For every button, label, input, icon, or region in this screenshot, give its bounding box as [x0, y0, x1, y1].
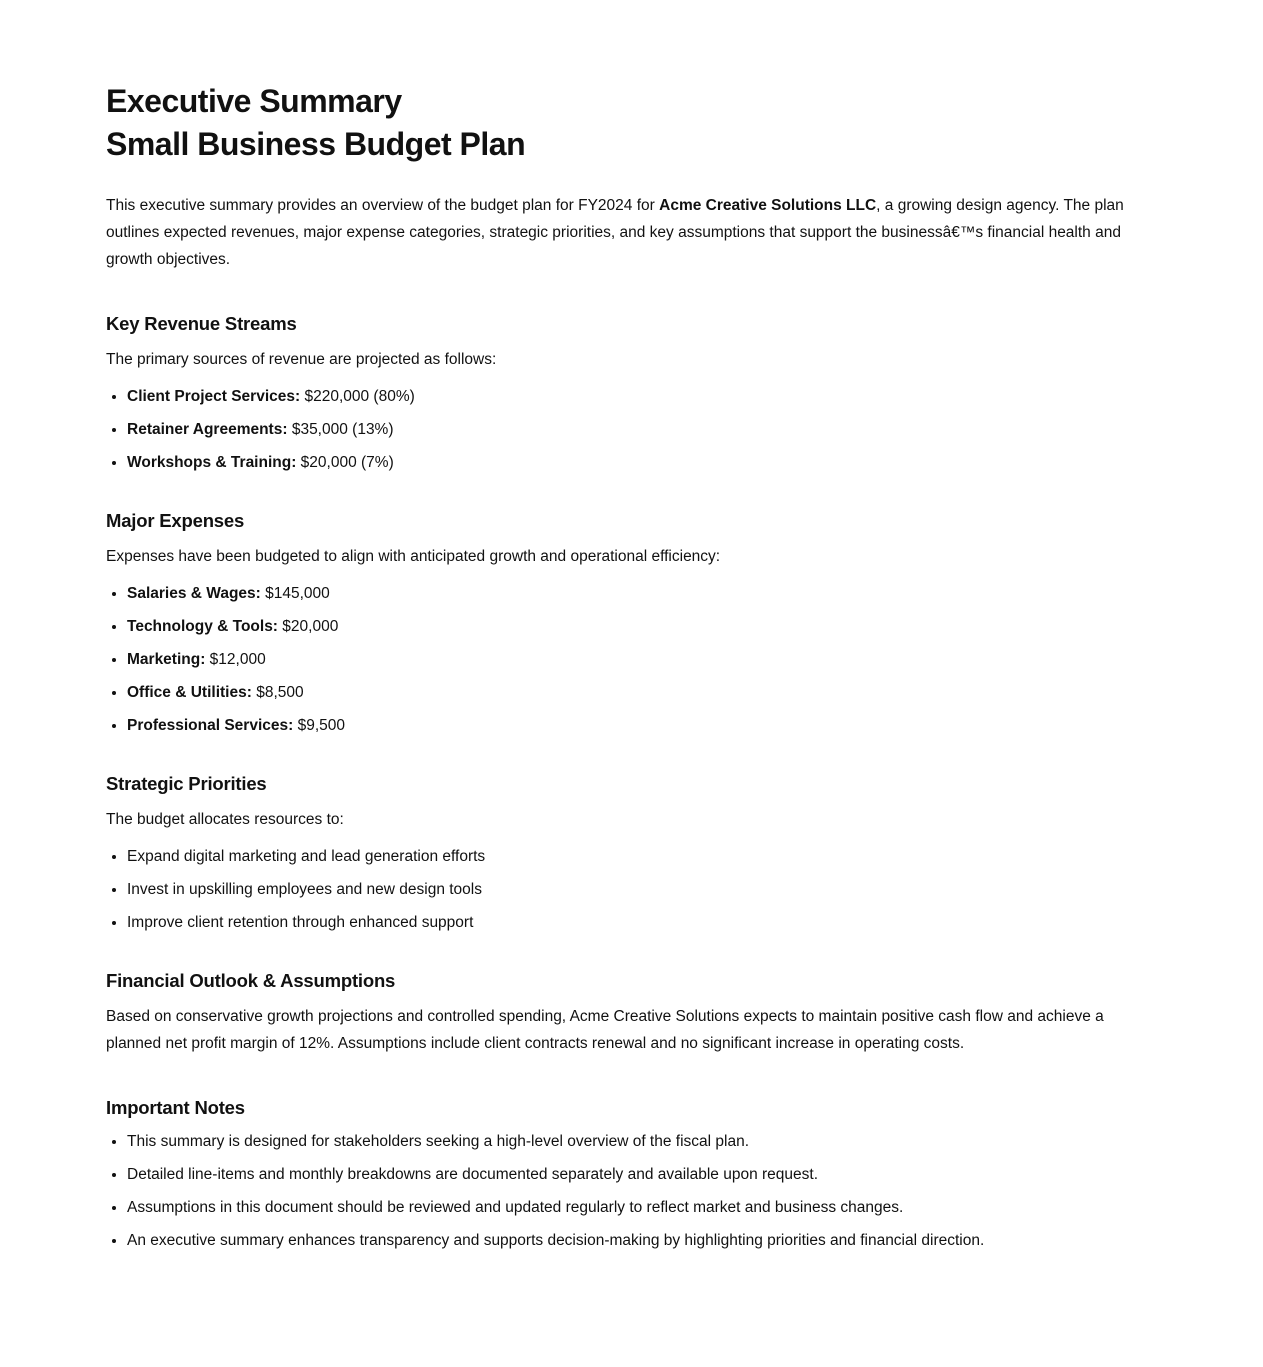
title-line-2: Small Business Budget Plan [106, 126, 526, 162]
item-value: $20,000 (7%) [296, 454, 394, 471]
priorities-section [106, 770, 1146, 935]
list-item [127, 451, 1146, 475]
item-label: Marketing: [127, 651, 206, 668]
revenue-section [106, 310, 1146, 475]
item-label: Client Project Services: [127, 388, 301, 405]
outlook-paragraph: Based on conservative growth projections and controlled spending, Acme Creative Solutions expects to maintain positive cash flow and achieve a planned net profit margin of 12%. Assumptions include client contracts renewal and no significant increase in operating costs. [106, 1008, 1104, 1052]
expenses-list [106, 582, 1146, 738]
list-item: • Improve client retention through enhanced support [127, 911, 1146, 935]
outlook-section [106, 967, 1146, 1057]
priorities-lead: The budget allocates resources to: [106, 811, 344, 828]
priorities-list [106, 845, 1146, 935]
item-value: $8,500 [251, 684, 304, 701]
list-item [127, 582, 1146, 606]
list-item [127, 385, 1146, 409]
item-value: $220,000 (80%) [300, 388, 415, 405]
list-item [127, 681, 1146, 705]
revenue-heading: Key Revenue Streams [106, 313, 297, 334]
item-label: Retainer Agreements: [127, 421, 288, 438]
item-label: Salaries & Wages: [127, 585, 261, 602]
item-label: Technology & Tools: [127, 618, 278, 635]
notes-section [106, 1094, 1146, 1252]
item-value: $20,000 [277, 618, 339, 635]
notes-list [106, 1130, 1146, 1252]
expenses-lead: Expenses have been budgeted to align with anticipated growth and operational efficiency: [106, 548, 721, 565]
item-label: Office & Utilities: [127, 684, 252, 701]
list-item: • An executive summary enhances transparency and supports decision-making by highlighting priorities and financial direction. [127, 1229, 1146, 1252]
list-item: • Expand digital marketing and lead generation efforts [127, 845, 1146, 869]
list-item [127, 418, 1146, 442]
title-line-1: Executive Summary [106, 83, 402, 119]
expenses-heading: Major Expenses [106, 510, 245, 531]
outlook-heading: Financial Outlook & Assumptions [106, 970, 396, 991]
item-value: $12,000 [205, 651, 266, 668]
page-title [106, 80, 1146, 166]
item-value: $9,500 [293, 717, 345, 734]
revenue-list [106, 385, 1146, 475]
intro-paragraph [106, 192, 1146, 273]
list-item: • This summary is designed for stakeholders seeking a high-level overview of the fiscal plan. [127, 1130, 1146, 1154]
company-name: Acme Creative Solutions LLC [659, 197, 877, 214]
item-label: Professional Services: [127, 717, 294, 734]
intro-text-before: This executive summary provides an overview of the budget plan for FY2024 for [106, 197, 660, 214]
item-label: Workshops & Training: [127, 454, 297, 471]
revenue-lead: The primary sources of revenue are projected as follows: [106, 351, 497, 368]
priorities-heading: Strategic Priorities [106, 773, 267, 794]
list-item [127, 615, 1146, 639]
list-item [127, 648, 1146, 672]
list-item: • Detailed line-items and monthly breakdowns are documented separately and available upon request. [127, 1163, 1146, 1187]
expenses-section [106, 507, 1146, 738]
notes-heading: Important Notes [106, 1097, 245, 1118]
item-value: $35,000 (13%) [287, 421, 394, 438]
list-item [127, 714, 1146, 738]
intro-text-after: , a growing design agency. The plan outlines expected revenues, major expense categories, strategic priorities, and key assumptions that support the businessâ€™s financial health and growth objectives. [106, 197, 1124, 268]
document [106, 80, 1146, 1252]
list-item: • Assumptions in this document should be reviewed and updated regularly to reflect market and business changes. [127, 1196, 1146, 1220]
list-item: • Invest in upskilling employees and new design tools [127, 878, 1146, 902]
item-value: $145,000 [260, 585, 330, 602]
